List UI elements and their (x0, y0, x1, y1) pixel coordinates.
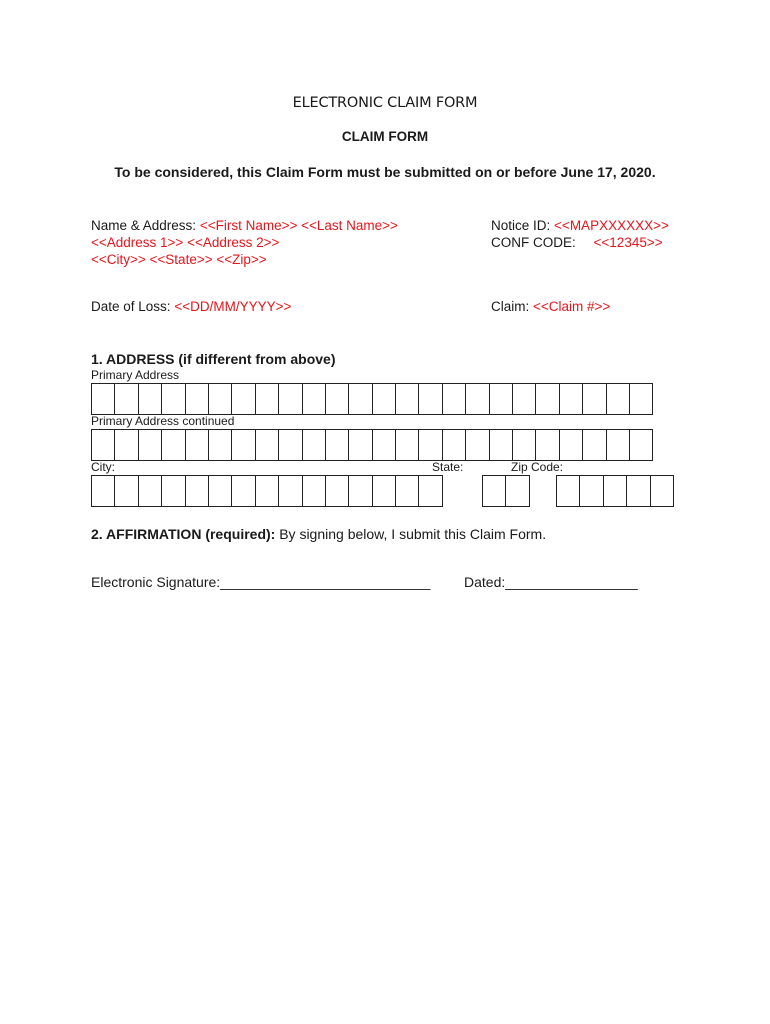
city-line-value: <<City>> <<State>> <<Zip>> (91, 252, 267, 267)
state-label: State: (432, 460, 464, 474)
name-value: <<First Name>> <<Last Name>> (199, 218, 398, 233)
character-box[interactable] (579, 475, 603, 507)
character-box[interactable] (302, 429, 326, 461)
character-box[interactable] (650, 475, 674, 507)
conf-code-label: CONF CODE: (491, 235, 576, 250)
character-box[interactable] (606, 383, 630, 415)
date-of-loss-label: Date of Loss: (91, 299, 171, 314)
character-box[interactable] (91, 383, 115, 415)
deadline-notice: To be considered, this Claim Form must be submitted on or before June 17, 2020. (114, 164, 656, 180)
character-box[interactable] (114, 475, 138, 507)
character-box[interactable] (161, 429, 185, 461)
character-box[interactable] (325, 429, 349, 461)
character-box[interactable] (489, 429, 513, 461)
state-boxes[interactable] (482, 475, 529, 507)
character-box[interactable] (629, 383, 653, 415)
affirmation-heading: 2. AFFIRMATION (required): (91, 526, 276, 542)
character-box[interactable] (114, 429, 138, 461)
character-box[interactable] (231, 475, 255, 507)
character-box[interactable] (208, 429, 232, 461)
character-box[interactable] (231, 383, 255, 415)
document-title: ELECTRONIC CLAIM FORM (292, 95, 478, 111)
character-box[interactable] (138, 429, 162, 461)
character-box[interactable] (255, 383, 279, 415)
character-box[interactable] (231, 429, 255, 461)
character-box[interactable] (442, 429, 466, 461)
city-boxes[interactable] (91, 475, 442, 507)
character-box[interactable] (535, 383, 559, 415)
character-box[interactable] (418, 475, 442, 507)
character-box[interactable] (302, 475, 326, 507)
notice-block (491, 217, 669, 251)
notice-id-value: <<MAPXXXXXX>> (554, 218, 669, 233)
character-box[interactable] (348, 475, 372, 507)
character-box[interactable] (465, 383, 489, 415)
character-box[interactable] (208, 383, 232, 415)
character-box[interactable] (138, 475, 162, 507)
character-box[interactable] (138, 383, 162, 415)
character-box[interactable] (465, 429, 489, 461)
character-box[interactable] (278, 429, 302, 461)
character-box[interactable] (442, 383, 466, 415)
zip-code-boxes[interactable] (556, 475, 673, 507)
character-box[interactable] (395, 475, 419, 507)
character-box[interactable] (325, 383, 349, 415)
character-box[interactable] (161, 475, 185, 507)
claim-number (491, 298, 610, 315)
claim-label: Claim: (491, 299, 530, 314)
character-box[interactable] (505, 475, 529, 507)
character-box[interactable] (559, 429, 583, 461)
character-box[interactable] (255, 475, 279, 507)
character-box[interactable] (489, 383, 513, 415)
primary-address-boxes[interactable] (91, 383, 652, 415)
character-box[interactable] (582, 383, 606, 415)
claim-value: <<Claim #>> (533, 299, 611, 314)
form-subtitle: CLAIM FORM (341, 129, 429, 144)
character-box[interactable] (348, 429, 372, 461)
character-box[interactable] (278, 383, 302, 415)
address-line-value: <<Address 1>> <<Address 2>> (91, 235, 280, 250)
character-box[interactable] (395, 383, 419, 415)
character-box[interactable] (512, 383, 536, 415)
character-box[interactable] (582, 429, 606, 461)
character-box[interactable] (278, 475, 302, 507)
character-box[interactable] (161, 383, 185, 415)
date-of-loss (91, 298, 291, 315)
character-box[interactable] (372, 429, 396, 461)
character-box[interactable] (512, 429, 536, 461)
character-box[interactable] (626, 475, 650, 507)
electronic-signature-field[interactable]: Electronic Signature:___________________________ (91, 574, 431, 590)
date-of-loss-value: <<DD/MM/YYYY>> (174, 299, 292, 314)
primary-address-continued-label: Primary Address continued (91, 414, 235, 428)
section-2-heading (91, 526, 546, 542)
affirmation-text: By signing below, I submit this Claim Form. (275, 526, 547, 542)
primary-address-continued-boxes[interactable] (91, 429, 652, 461)
section-1-heading: 1. ADDRESS (if different from above) (91, 351, 336, 367)
notice-id-label: Notice ID: (491, 218, 551, 233)
character-box[interactable] (629, 429, 653, 461)
city-label: City: (91, 460, 115, 474)
name-address-label: Name & Address: (91, 218, 197, 233)
character-box[interactable] (395, 429, 419, 461)
character-box[interactable] (372, 383, 396, 415)
character-box[interactable] (255, 429, 279, 461)
character-box[interactable] (559, 383, 583, 415)
character-box[interactable] (418, 429, 442, 461)
character-box[interactable] (185, 429, 209, 461)
character-box[interactable] (208, 475, 232, 507)
name-address-block (91, 217, 398, 268)
character-box[interactable] (482, 475, 506, 507)
character-box[interactable] (606, 429, 630, 461)
character-box[interactable] (603, 475, 627, 507)
character-box[interactable] (91, 475, 115, 507)
primary-address-label: Primary Address (91, 368, 180, 382)
character-box[interactable] (185, 383, 209, 415)
character-box[interactable] (302, 383, 326, 415)
character-box[interactable] (535, 429, 559, 461)
character-box[interactable] (372, 475, 396, 507)
character-box[interactable] (114, 383, 138, 415)
conf-code-value: <<12345>> (593, 235, 663, 250)
dated-field[interactable]: Dated:_________________ (464, 574, 638, 590)
character-box[interactable] (185, 475, 209, 507)
character-box[interactable] (325, 475, 349, 507)
character-box[interactable] (91, 429, 115, 461)
character-box[interactable] (556, 475, 580, 507)
zip-code-label: Zip Code: (511, 460, 564, 474)
character-box[interactable] (348, 383, 372, 415)
character-box[interactable] (418, 383, 442, 415)
